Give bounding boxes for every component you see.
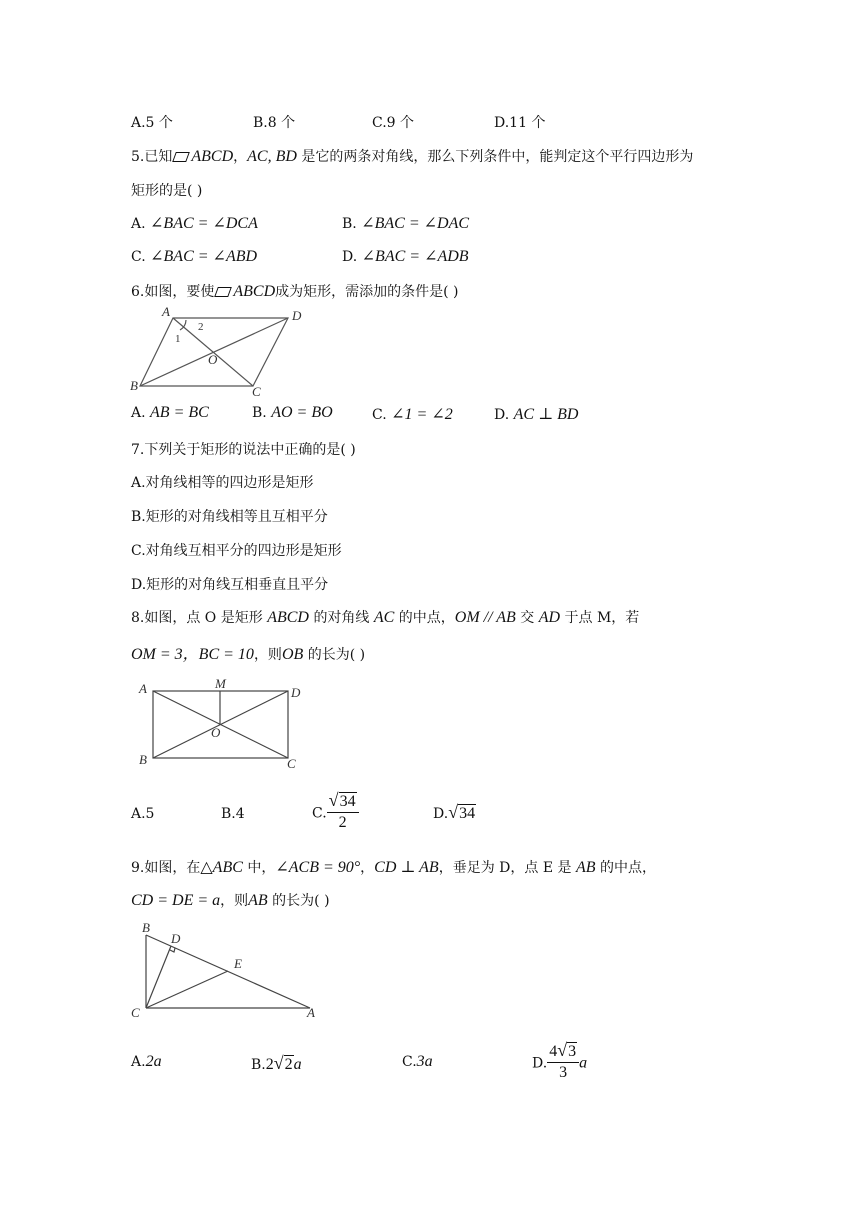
q5-option-c: C. ∠BAC = ∠ABD [131, 248, 258, 265]
q8-option-c: C. $\frac{√34}{2}$ [312, 792, 359, 835]
q8-stem: 8.如图，点 O 是矩形 ABCD 的对角线 AC 的中点，OM // AB 交 AD 于点 M，若 [131, 609, 640, 626]
q9-option-d: D. $\frac{4√3}{3}$ a [532, 1040, 588, 1081]
q6-option-c: C. ∠1 = ∠2 [372, 406, 453, 423]
q9-triangle-figure [128, 920, 328, 1020]
q6-label-d: D [292, 308, 302, 323]
q6-option-a: A. AB = BC [131, 404, 209, 421]
q7-option-c: C.对角线互相平分的四边形是矩形 [131, 543, 342, 559]
parallelogram-icon [215, 287, 233, 297]
q9-option-b: B.2√2a [251, 1053, 302, 1073]
parallelogram-icon [173, 152, 191, 162]
q7-option-a: A.对角线相等的四边形是矩形 [131, 475, 314, 491]
q9-stem: 9.如图，在△ABC 中，∠ACB = 90°，CD ⊥ AB，垂足为 D，点 E 是 AB 的中点， [131, 859, 656, 876]
q5-stem: 5.已知 ABCD，AC, BD 是它的两条对角线，那么下列条件中，能判定这个平行四边形为 [131, 148, 694, 165]
sqrt-icon: √ [448, 802, 459, 822]
q6-label-a: A [162, 304, 170, 319]
q9-label-d: D [171, 931, 181, 946]
q8-label-b: B [139, 752, 147, 767]
q8-option-c-fraction: $\frac{√34}{2}$ [327, 790, 359, 833]
q6-option-b: B. AO = BO [252, 404, 333, 421]
q5-option-a: A. ∠BAC = ∠DCA [131, 215, 258, 232]
q8-rectangle-figure [137, 676, 312, 771]
q8-label-d: D [291, 685, 301, 700]
q9-option-d-fraction: $\frac{4√3}{3}$ [547, 1040, 579, 1083]
sqrt-icon: √ [328, 790, 339, 810]
q6-option-d: D. AC ⊥ BD [494, 406, 579, 423]
q5-stem-line2: 矩形的是( ) [131, 183, 203, 199]
q6-label-c: C [252, 384, 261, 399]
q6-label-2: 2 [198, 321, 204, 333]
q8-label-c: C [287, 756, 296, 771]
q4-option-a: A.5 个 [131, 115, 173, 131]
q6-label-b: B [130, 378, 138, 393]
q6-stem: 6.如图，要使 ABCD成为矩形，需添加的条件是( ) [131, 283, 459, 300]
q9-label-c: C [131, 1005, 140, 1020]
q9-option-a: A.2a [131, 1053, 162, 1070]
q6-label-1: 1 [175, 333, 181, 345]
q9-right-angle-mark [170, 948, 175, 952]
q4-option-d: D.11 个 [494, 115, 546, 131]
q8-option-b: B.4 [221, 806, 245, 822]
q9-label-b: B [142, 920, 150, 935]
sqrt-icon: √ [273, 1053, 284, 1073]
q7-stem: 7.下列关于矩形的说法中正确的是( ) [131, 442, 356, 458]
sqrt-icon: √ [557, 1040, 568, 1060]
q5-option-d: D. ∠BAC = ∠ADB [342, 248, 469, 265]
q8-stem-line2: OM = 3，BC = 10，则OB 的长为( ) [131, 646, 366, 663]
q6-label-o: O [208, 352, 218, 367]
q8-option-d: D.√34 [433, 802, 476, 822]
q8-label-o: O [211, 725, 221, 740]
q9-label-e: E [234, 956, 242, 971]
q5-option-b: B. ∠BAC = ∠DAC [342, 215, 470, 232]
q7-option-d: D.矩形的对角线互相垂直且平分 [131, 577, 329, 593]
q9-stem-line2: CD = DE = a，则AB 的长为( ) [131, 892, 330, 909]
q8-label-m: M [215, 676, 226, 691]
q8-label-a: A [139, 681, 147, 696]
q4-option-b: B.8 个 [253, 115, 296, 131]
q8-option-a: A.5 [131, 806, 155, 822]
q6-parallelogram-figure [128, 304, 328, 399]
q7-option-b: B.矩形的对角线相等且互相平分 [131, 509, 328, 525]
q9-label-a: A [307, 1005, 315, 1020]
q9-option-c: C.3a [402, 1053, 433, 1070]
q4-option-c: C.9 个 [372, 115, 415, 131]
